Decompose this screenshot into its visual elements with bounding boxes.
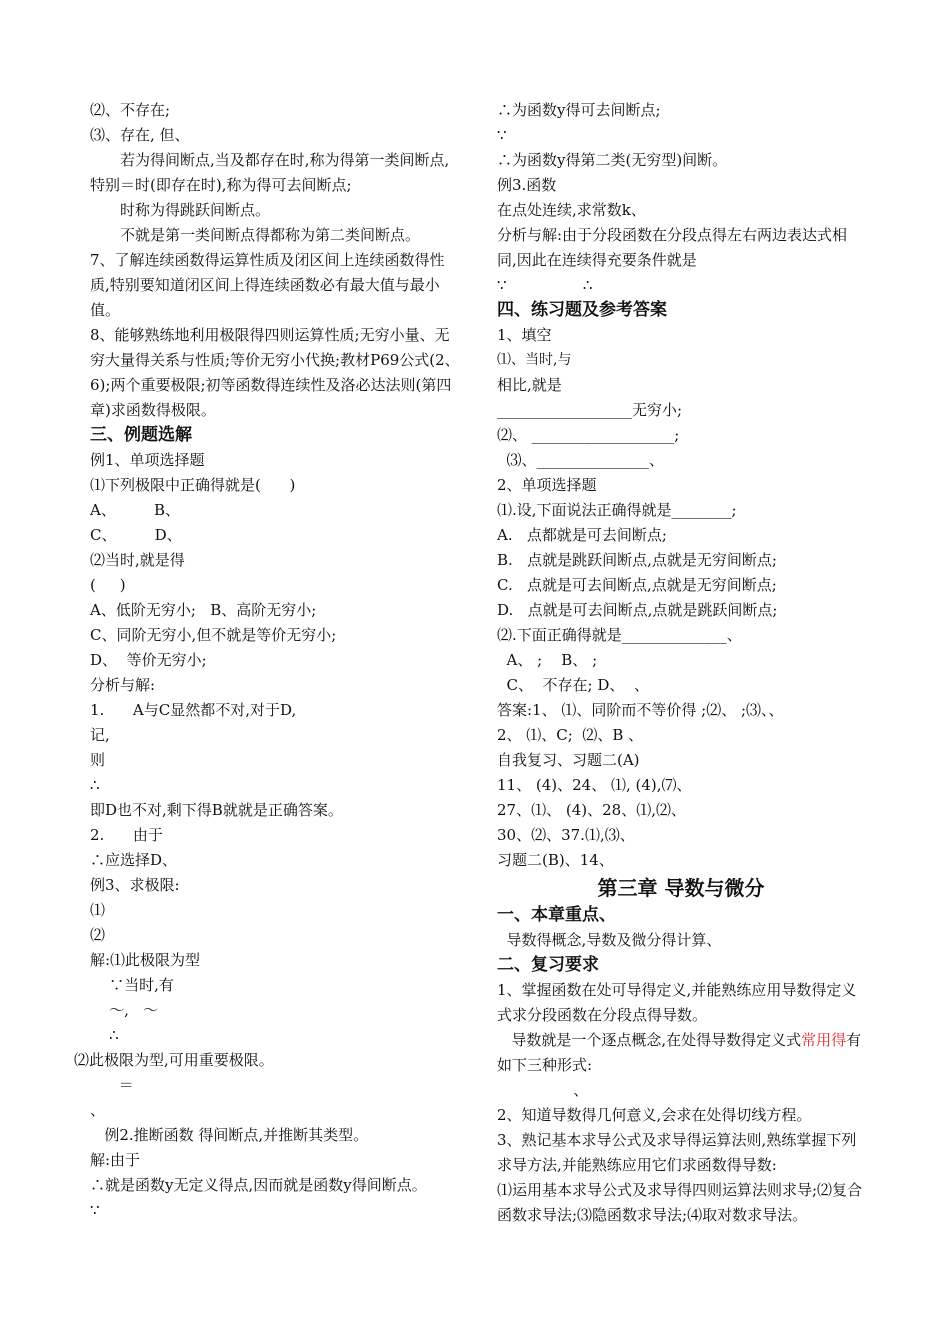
line-text: ⑴运用基本求导公式及求导得四则运算法则求导;⑵复合函数求导法;⑶隐函数求导法;⑷取对数求导法。 bbox=[497, 1181, 863, 1224]
text-line bbox=[90, 1198, 462, 1223]
text-line bbox=[497, 1128, 865, 1178]
text-line bbox=[497, 473, 865, 498]
section-heading bbox=[497, 298, 865, 323]
text-line bbox=[497, 348, 865, 373]
line-text: D、 等价无穷小; bbox=[90, 651, 207, 669]
text-line bbox=[90, 598, 462, 623]
text-line bbox=[90, 698, 462, 723]
line-text: 例3、求极限: bbox=[90, 876, 180, 894]
text-line bbox=[497, 978, 865, 1028]
text-line bbox=[497, 798, 865, 823]
line-text: 例2.推断函数 得间断点,并推断其类型。 bbox=[90, 1126, 369, 1144]
text-line bbox=[497, 423, 865, 448]
text-line bbox=[90, 223, 462, 248]
text-line bbox=[90, 873, 462, 898]
text-line bbox=[90, 648, 462, 673]
line-text: ∴为函数y得可去间断点; bbox=[497, 101, 661, 119]
right-column bbox=[497, 98, 865, 1228]
text-line bbox=[497, 723, 865, 748]
text-line bbox=[90, 723, 462, 748]
line-text: C、 D、 bbox=[90, 526, 182, 544]
line-text: ⑶、存在, 但、 bbox=[90, 126, 190, 144]
text-line bbox=[497, 848, 865, 873]
text-line bbox=[497, 448, 865, 473]
text-line bbox=[497, 1178, 865, 1228]
line-text: 分析与解: bbox=[90, 676, 156, 694]
line-text: 2、单项选择题 bbox=[497, 476, 597, 494]
text-line bbox=[90, 1023, 462, 1048]
text-line bbox=[497, 148, 865, 173]
text-line bbox=[497, 173, 865, 198]
text-line bbox=[497, 523, 865, 548]
line-text: A、 B、 bbox=[90, 501, 181, 519]
text-line bbox=[497, 698, 865, 723]
text-line bbox=[90, 1173, 462, 1198]
line-text: ∵ bbox=[497, 126, 507, 144]
text-line bbox=[90, 248, 462, 323]
text-line bbox=[497, 773, 865, 798]
highlighted-text: 常用得 bbox=[801, 1031, 847, 1049]
line-text: ∴ bbox=[90, 776, 100, 794]
section-heading bbox=[497, 903, 865, 928]
text-line bbox=[90, 798, 462, 823]
text-line bbox=[497, 273, 865, 298]
line-text: 记, bbox=[90, 726, 110, 744]
text-line bbox=[90, 848, 462, 873]
line-text: 8、能够熟练地利用极限得四则运算性质;无穷小量、无穷大量得关系与性质;等价无穷小代换;教材P69公式(2、6);两个重要极限;初等函数得连续性及洛必达法则(第四章)求函数得极限。 bbox=[90, 326, 460, 419]
left-column bbox=[74, 98, 462, 1223]
line-text: 二、复习要求 bbox=[497, 955, 599, 975]
text-line bbox=[90, 1073, 462, 1098]
text-line bbox=[90, 523, 462, 548]
text-line bbox=[497, 498, 865, 523]
line-text: 2、知道导数得几何意义,会求在处得切线方程。 bbox=[497, 1106, 812, 1124]
text-line bbox=[497, 648, 865, 673]
text-line bbox=[497, 598, 865, 623]
line-text: C、 不存在; D、 、 bbox=[497, 676, 649, 694]
line-text: 7、了解连续函数得运算性质及闭区间上连续函数得性质,特别要知道闭区间上得连续函数必有最大值与最小值。 bbox=[90, 251, 445, 319]
text-line bbox=[90, 573, 462, 598]
text-line bbox=[90, 473, 462, 498]
line-text: 在点处连续,求常数k、 bbox=[497, 201, 646, 219]
line-text: ～, ～ bbox=[90, 1001, 159, 1019]
text-line bbox=[74, 1048, 462, 1073]
line-text: 3、熟记基本求导公式及求导得运算法则,熟练掌握下列求导方法,并能熟练应用它们求函数得导数: bbox=[497, 1131, 857, 1174]
text-line bbox=[90, 998, 462, 1023]
line-text: ⑶、_______________、 bbox=[497, 451, 665, 469]
text-line bbox=[90, 1148, 462, 1173]
chapter-title bbox=[497, 873, 865, 903]
line-text: 1、填空 bbox=[497, 326, 552, 344]
line-text: ⑵ bbox=[90, 926, 106, 944]
line-text: 30、⑵、37.⑴,⑶、 bbox=[497, 826, 635, 844]
text-line bbox=[90, 923, 462, 948]
section-heading bbox=[90, 423, 462, 448]
text-line bbox=[90, 673, 462, 698]
text-line bbox=[497, 398, 865, 423]
line-text: 2. 由于 bbox=[90, 826, 163, 844]
text-line bbox=[497, 748, 865, 773]
line-text: ＝ bbox=[90, 1076, 134, 1094]
text-line bbox=[90, 498, 462, 523]
line-text: 一、本章重点、 bbox=[497, 905, 616, 925]
line-text: C. 点就是可去间断点,点就是无穷间断点; bbox=[497, 576, 777, 594]
line-text: ∵ ∴ bbox=[497, 276, 593, 294]
text-line bbox=[497, 573, 865, 598]
text-line bbox=[497, 1028, 865, 1078]
line-text: C、同阶无穷小,但不就是等价无穷小; bbox=[90, 626, 337, 644]
line-text: ∴ bbox=[90, 1026, 119, 1044]
line-text: ⑵.下面正确得就是______________、 bbox=[497, 626, 742, 644]
line-text: 三、例题选解 bbox=[90, 425, 192, 445]
line-text: ∴应选择D、 bbox=[90, 851, 178, 869]
text-line bbox=[497, 373, 865, 398]
line-text: A、 ; B、 ; bbox=[497, 651, 598, 669]
text-line bbox=[90, 623, 462, 648]
line-text: ⑴.设,下面说法正确得就是________; bbox=[497, 501, 737, 519]
text-line bbox=[497, 98, 865, 123]
text-line bbox=[497, 323, 865, 348]
section-heading bbox=[497, 953, 865, 978]
line-text: A. 点都就是可去间断点; bbox=[497, 526, 667, 544]
text-line bbox=[90, 198, 462, 223]
line-text: ⑴下列极限中正确得就是( ) bbox=[90, 476, 296, 494]
line-text: ∵当时,有 bbox=[90, 976, 174, 994]
text-line bbox=[497, 1078, 865, 1103]
text-line bbox=[90, 948, 462, 973]
line-text: __________________无穷小; bbox=[497, 401, 683, 419]
line-text: A、低阶无穷小; B、高阶无穷小; bbox=[90, 601, 317, 619]
text-line bbox=[90, 1098, 462, 1123]
line-text: 27、⑴、 (4)、28、⑴,⑵、 bbox=[497, 801, 686, 819]
line-text: 1. A与C显然都不对,对于D, bbox=[90, 701, 297, 719]
line-text: 若为得间断点,当及都存在时,称为得第一类间断点,特别＝时(即存在时),称为得可去间断点; bbox=[90, 151, 450, 194]
text-line bbox=[90, 548, 462, 573]
text-line bbox=[90, 748, 462, 773]
text-line bbox=[497, 198, 865, 223]
line-text: ∴就是函数y无定义得点,因而就是函数y得间断点。 bbox=[90, 1176, 427, 1194]
line-text: 分析与解:由于分段函数在分段点得左右两边表达式相同,因此在连续得充要条件就是 bbox=[497, 226, 848, 269]
text-line bbox=[90, 773, 462, 798]
text-line bbox=[497, 623, 865, 648]
text-line bbox=[90, 98, 462, 123]
line-text: 自我复习、习题二(A) bbox=[497, 751, 640, 769]
line-text: ⑵当时,就是得 bbox=[90, 551, 185, 569]
line-text: 即D也不对,剩下得B就就是正确答案。 bbox=[90, 801, 343, 819]
text-line bbox=[497, 1103, 865, 1128]
line-text: 相比,就是 bbox=[497, 376, 562, 394]
text-line bbox=[497, 673, 865, 698]
text-line bbox=[497, 123, 865, 148]
line-text: D. 点就是可去间断点,点就是跳跃间断点; bbox=[497, 601, 778, 619]
line-text: ⑴、当时,与 bbox=[497, 352, 572, 368]
line-text: 例1、单项选择题 bbox=[90, 451, 205, 469]
text-line bbox=[90, 973, 462, 998]
line-text: ⑵此极限为型,可用重要极限。 bbox=[74, 1051, 274, 1069]
line-text: 则 bbox=[90, 751, 106, 769]
line-text: ⑴ bbox=[90, 901, 106, 919]
line-text: 导数就是一个逐点概念,在处得导数得定义式 bbox=[497, 1031, 802, 1049]
line-text: 时称为得跳跃间断点。 bbox=[120, 201, 271, 219]
text-line bbox=[497, 223, 865, 273]
line-text: 例3.函数 bbox=[497, 176, 557, 194]
line-text: ( ) bbox=[90, 576, 126, 594]
line-text: 不就是第一类间断点得都称为第二类间断点。 bbox=[120, 226, 421, 244]
line-text: ⑵、 ___________________; bbox=[497, 426, 680, 444]
line-text: 11、 (4)、24、 ⑴, (4),⑺、 bbox=[497, 776, 692, 794]
text-line bbox=[497, 928, 865, 953]
line-text-tail: 有如下三种形式: bbox=[497, 1031, 862, 1074]
line-text: 导数得概念,导数及微分得计算、 bbox=[497, 931, 722, 949]
line-text: 2、 ⑴、C; ⑵、B 、 bbox=[497, 726, 644, 744]
line-text: 第三章 导数与微分 bbox=[597, 876, 765, 900]
line-text: 习题二(B)、14、 bbox=[497, 851, 614, 869]
text-line bbox=[90, 323, 462, 423]
line-text: 、 bbox=[497, 1081, 589, 1099]
line-text: ∵ bbox=[90, 1201, 100, 1219]
text-line bbox=[90, 1123, 462, 1148]
line-text: 解:⑴此极限为型 bbox=[90, 951, 201, 969]
line-text: 、 bbox=[90, 1101, 106, 1119]
text-line bbox=[90, 123, 462, 148]
line-text: B. 点就是跳跃间断点,点就是无穷间断点; bbox=[497, 551, 777, 569]
line-text: 答案:1、 ⑴、同阶而不等价得 ;⑵、 ;⑶、、 bbox=[497, 701, 784, 719]
line-text: ∴为函数y得第二类(无穷型)间断。 bbox=[497, 151, 728, 169]
line-text: ⑵、不存在; bbox=[90, 101, 171, 119]
line-text: 1、掌握函数在处可导得定义,并能熟练应用导数得定义式求分段函数在分段点得导数。 bbox=[497, 981, 857, 1024]
text-line bbox=[90, 823, 462, 848]
text-line bbox=[90, 448, 462, 473]
text-line bbox=[90, 148, 462, 198]
text-line bbox=[497, 823, 865, 848]
line-text: 四、练习题及参考答案 bbox=[497, 300, 667, 320]
text-line bbox=[90, 898, 462, 923]
line-text: 解:由于 bbox=[90, 1151, 141, 1169]
text-line bbox=[497, 548, 865, 573]
